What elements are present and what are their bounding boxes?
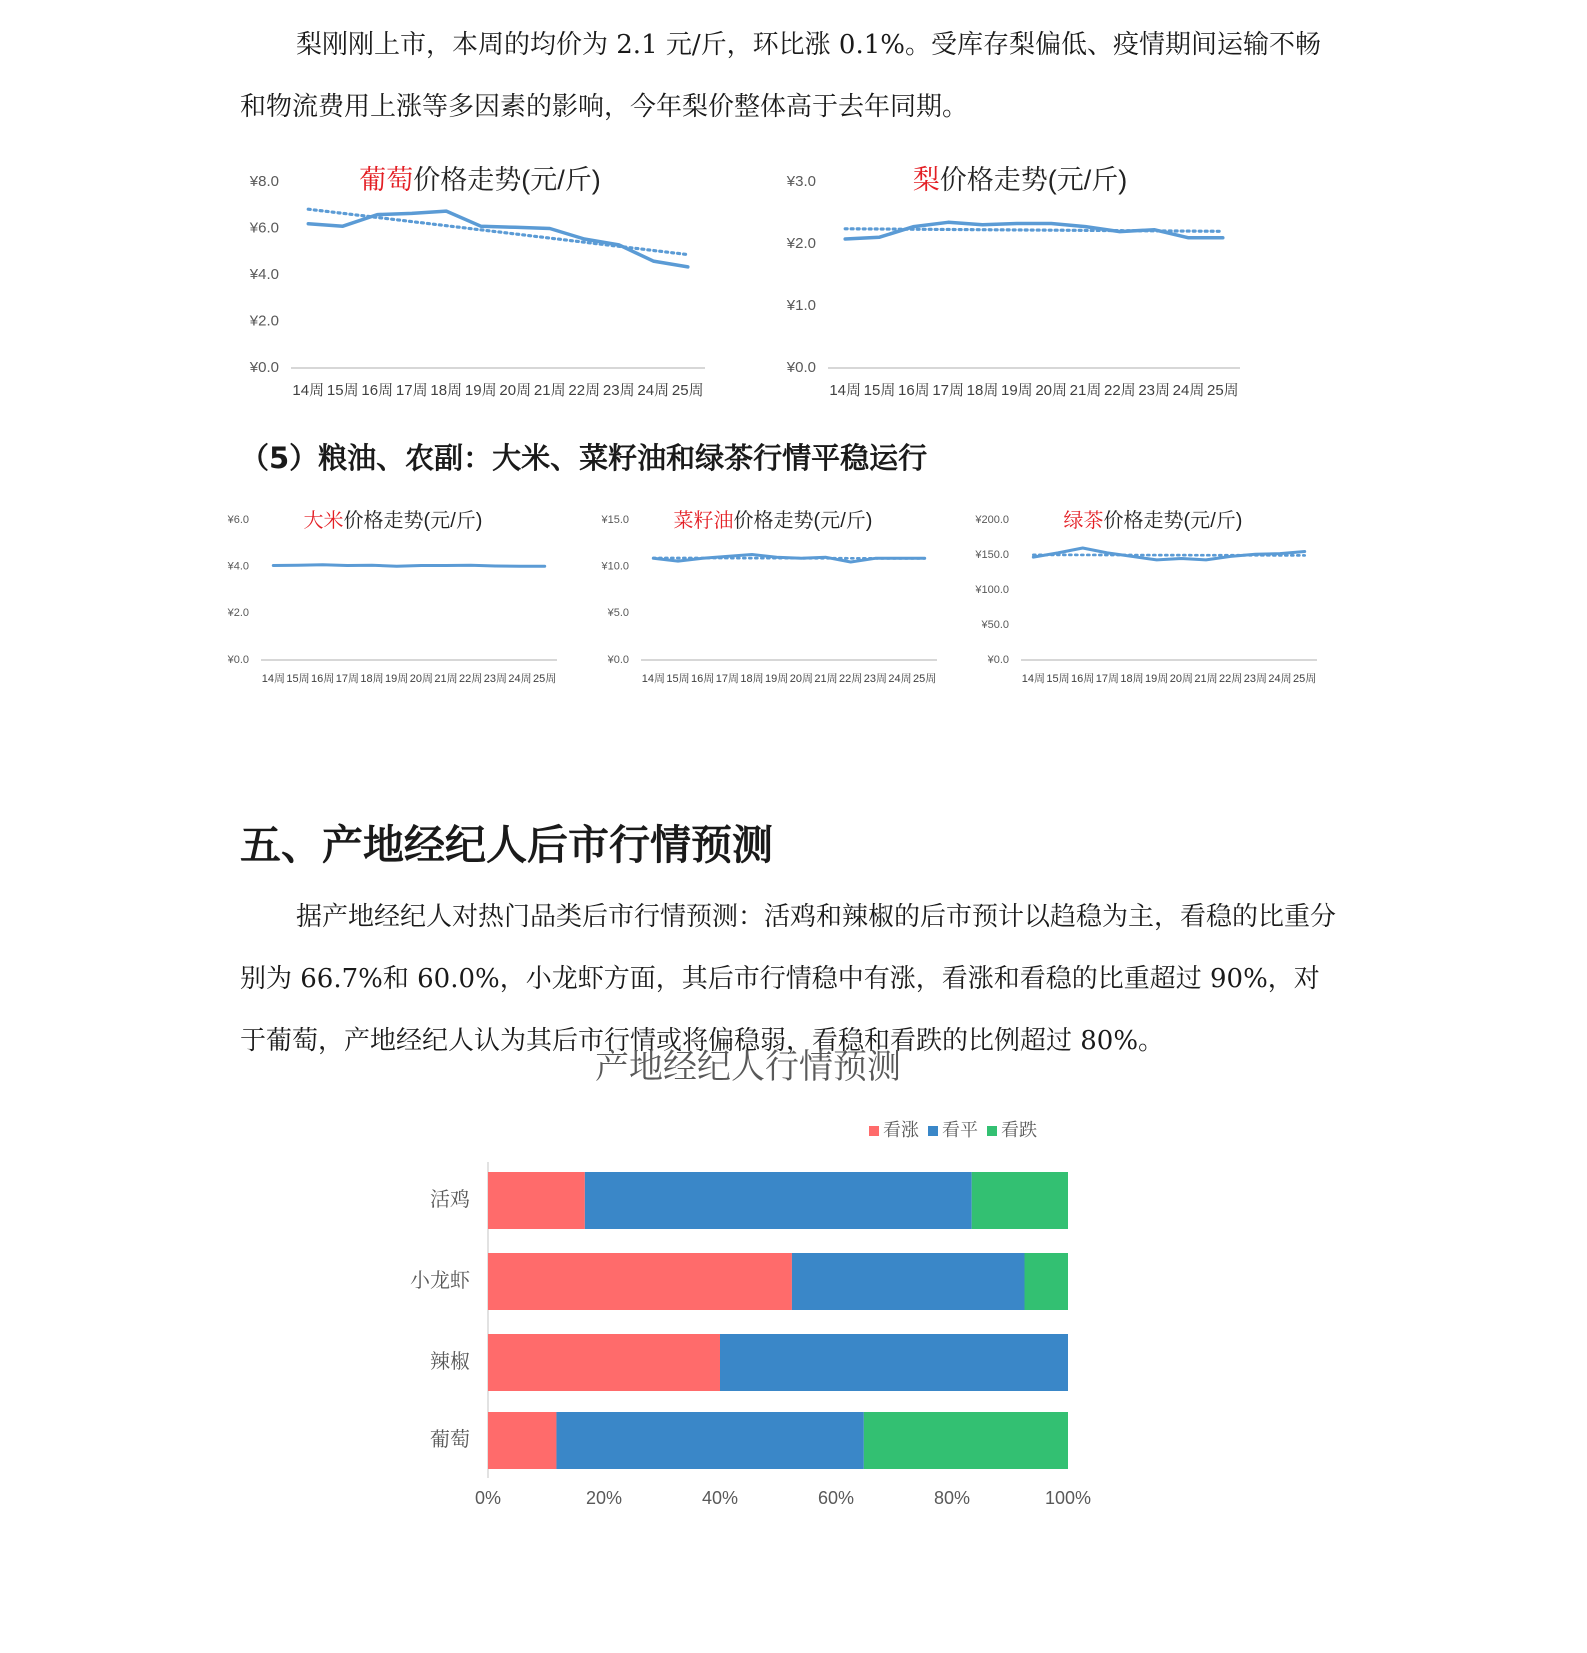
legend-swatch (869, 1126, 879, 1136)
x-tick-label: 17周 (932, 382, 965, 399)
x-tick-label: 24周 (1172, 382, 1205, 399)
y-tick-label: ¥5.0 (607, 607, 629, 620)
x-tick-label: 14周 (829, 382, 862, 399)
x-tick-label: 18周 (360, 673, 384, 685)
x-tick-label: 19周 (1145, 673, 1169, 685)
x-tick-label: 17周 (1095, 673, 1119, 685)
bar-segment (585, 1172, 972, 1229)
bar-segment (864, 1412, 1068, 1469)
green-tea-price-chart (975, 510, 1355, 725)
x-tick-label: 25周 (913, 673, 937, 685)
x-tick-label: 25周 (1293, 673, 1317, 685)
x-tick-label: 17周 (395, 382, 428, 399)
y-tick-label: ¥6.0 (249, 219, 279, 237)
legend-label: 看平 (942, 1120, 978, 1140)
y-tick-label: ¥4.0 (249, 265, 279, 283)
x-tick-label: 15周 (1046, 673, 1070, 685)
x-tick-label: 19周 (464, 382, 497, 399)
price-series-line (653, 555, 924, 563)
x-tick-label: 21周 (533, 382, 566, 399)
y-tick-label: ¥4.0 (227, 560, 249, 573)
x-tick-label: 15周 (666, 673, 690, 685)
chart-title: 产地经纪人行情预测 (595, 1048, 901, 1086)
y-tick-label: ¥50.0 (981, 618, 1009, 631)
legend-swatch (928, 1126, 938, 1136)
x-tick-label: 25周 (671, 382, 704, 399)
bar-segment (1025, 1253, 1069, 1310)
section-heading: 五、产地经纪人后市行情预测 (240, 821, 773, 869)
y-tick-label: ¥6.0 (227, 513, 249, 526)
y-tick-label: ¥2.0 (249, 312, 279, 330)
x-tick-label: 14周 (292, 382, 325, 399)
rapeseed-oil-price-chart (601, 510, 975, 725)
x-tick-label: 23周 (863, 673, 887, 685)
y-tick-label: ¥0.0 (786, 358, 816, 376)
x-tick-label: 19周 (385, 673, 409, 685)
x-tick-label: 18周 (966, 382, 999, 399)
x-tick-label: 22周 (1219, 673, 1243, 685)
trend-line (308, 209, 688, 254)
category-label: 活鸡 (430, 1188, 470, 1211)
category-label: 辣椒 (430, 1350, 470, 1373)
x-tick-label: 16周 (311, 673, 335, 685)
y-tick-label: ¥3.0 (786, 172, 816, 190)
x-tick-label: 24周 (888, 673, 912, 685)
pear-price-chart (788, 150, 1308, 420)
x-tick-label: 22周 (459, 673, 483, 685)
chart-title-rest: 价格走势(元/斤) (939, 165, 1128, 196)
y-tick-label: ¥0.0 (607, 653, 629, 666)
x-tick-label: 24周 (508, 673, 532, 685)
chart-title-highlight: 梨 (912, 165, 940, 196)
x-tick-label: 18周 (1120, 673, 1144, 685)
section-subheading: （5）粮油、农副：大米、菜籽油和绿茶行情平稳运行 (240, 441, 928, 475)
x-tick-label: 18周 (740, 673, 764, 685)
chart-title-highlight: 大米 (303, 510, 344, 533)
x-tick-label: 23周 (1243, 673, 1267, 685)
x-tick-label: 25周 (1206, 382, 1239, 399)
y-tick-label: ¥0.0 (227, 653, 249, 666)
bar-segment (488, 1253, 792, 1310)
category-label: 葡萄 (430, 1428, 470, 1451)
x-tick-label: 25周 (533, 673, 557, 685)
y-tick-label: ¥2.0 (786, 234, 816, 252)
paragraph-forecast: 据产地经纪人对热门品类后市行情预测：活鸡和辣椒的后市预计以趋稳为主，看稳的比重分别为 66.7%和 60.0%，小龙虾方面，其后市行情稳中有涨，看涨和看稳的比重超过 90%，对于葡萄，产地经纪人认为其后市行情或将偏稳弱，看稳和看跌的比例超过 80%。 (240, 902, 1337, 1056)
x-tick-label: 21周 (814, 673, 838, 685)
chart-title (674, 509, 873, 532)
x-tick-label: 22周 (568, 382, 601, 399)
category-label: 小龙虾 (410, 1269, 470, 1292)
bar-segment (556, 1412, 863, 1469)
x-tick-label: 14周 (641, 673, 665, 685)
x-tick-label: 23周 (602, 382, 635, 399)
rice-price-chart (225, 510, 595, 725)
x-tick-label: 60% (817, 1488, 855, 1508)
x-tick-label: 18周 (430, 382, 463, 399)
chart-title-highlight: 葡萄 (359, 165, 414, 196)
x-tick-label: 20周 (789, 673, 813, 685)
legend-swatch (987, 1126, 997, 1136)
chart-title-rest: 价格走势(元/斤) (343, 510, 483, 533)
x-tick-label: 21周 (1194, 673, 1218, 685)
chart-title-rest: 价格走势(元/斤) (1103, 510, 1243, 533)
x-tick-label: 16周 (897, 382, 930, 399)
chart-title (913, 165, 1127, 195)
x-tick-label: 14周 (261, 673, 285, 685)
x-tick-label: 17周 (715, 673, 739, 685)
x-tick-label: 15周 (326, 382, 359, 399)
y-tick-label: ¥100.0 (975, 583, 1009, 596)
y-tick-label: ¥2.0 (227, 607, 249, 620)
x-tick-label: 14周 (1021, 673, 1045, 685)
x-tick-label: 24周 (637, 382, 670, 399)
chart-title-highlight: 菜籽油 (673, 510, 734, 533)
legend-label: 看跌 (1001, 1120, 1037, 1140)
x-tick-label: 21周 (1069, 382, 1102, 399)
y-tick-label: ¥0.0 (987, 653, 1009, 666)
x-tick-label: 20周 (1169, 673, 1193, 685)
paragraph-pear-price: 梨刚刚上市，本周的均价为 2.1 元/斤，环比涨 0.1%。受库存梨偏低、疫情期间运输不畅和物流费用上涨等多因素的影响，今年梨价整体高于去年同期。 (240, 30, 1321, 122)
price-series-line (308, 211, 688, 267)
chart-title (359, 165, 600, 195)
y-tick-label: ¥10.0 (601, 560, 629, 573)
y-tick-label: ¥0.0 (249, 358, 279, 376)
x-tick-label: 16周 (1071, 673, 1095, 685)
bar-segment (792, 1253, 1025, 1310)
x-tick-label: 0% (474, 1488, 502, 1508)
price-series-line (1033, 548, 1304, 560)
chart-title (1064, 509, 1243, 532)
chart-title-rest: 价格走势(元/斤) (733, 510, 873, 533)
x-tick-label: 22周 (1103, 382, 1136, 399)
x-tick-label: 80% (933, 1488, 971, 1508)
x-tick-label: 16周 (691, 673, 715, 685)
y-tick-label: ¥15.0 (601, 513, 629, 526)
bar-segment (488, 1334, 720, 1391)
x-tick-label: 17周 (335, 673, 359, 685)
price-series-line (273, 565, 544, 566)
grape-price-chart (225, 150, 745, 420)
legend-label: 看涨 (883, 1120, 919, 1140)
broker-forecast-chart (400, 1048, 1200, 1600)
x-tick-label: 24周 (1268, 673, 1292, 685)
x-tick-label: 20周 (499, 382, 532, 399)
bar-segment (972, 1172, 1068, 1229)
bar-segment (720, 1334, 1068, 1391)
y-tick-label: ¥150.0 (975, 548, 1009, 561)
x-tick-label: 100% (1044, 1488, 1092, 1508)
y-tick-label: ¥8.0 (249, 172, 279, 190)
x-tick-label: 19周 (1000, 382, 1033, 399)
bar-segment (488, 1412, 556, 1469)
x-tick-label: 16周 (361, 382, 394, 399)
chart-title-rest: 价格走势(元/斤) (413, 165, 601, 196)
x-tick-label: 22周 (839, 673, 863, 685)
bar-segment (488, 1172, 585, 1229)
x-tick-label: 20周 (409, 673, 433, 685)
y-tick-label: ¥200.0 (975, 513, 1009, 526)
x-tick-label: 20% (585, 1488, 623, 1508)
chart-title (304, 509, 483, 532)
x-tick-label: 21周 (434, 673, 458, 685)
x-tick-label: 40% (701, 1488, 739, 1508)
x-tick-label: 20周 (1035, 382, 1068, 399)
x-tick-label: 15周 (286, 673, 310, 685)
x-tick-label: 15周 (863, 382, 896, 399)
x-tick-label: 19周 (765, 673, 789, 685)
chart-title-highlight: 绿茶 (1063, 510, 1104, 533)
x-tick-label: 23周 (483, 673, 507, 685)
y-tick-label: ¥1.0 (786, 296, 816, 314)
x-tick-label: 23周 (1138, 382, 1171, 399)
